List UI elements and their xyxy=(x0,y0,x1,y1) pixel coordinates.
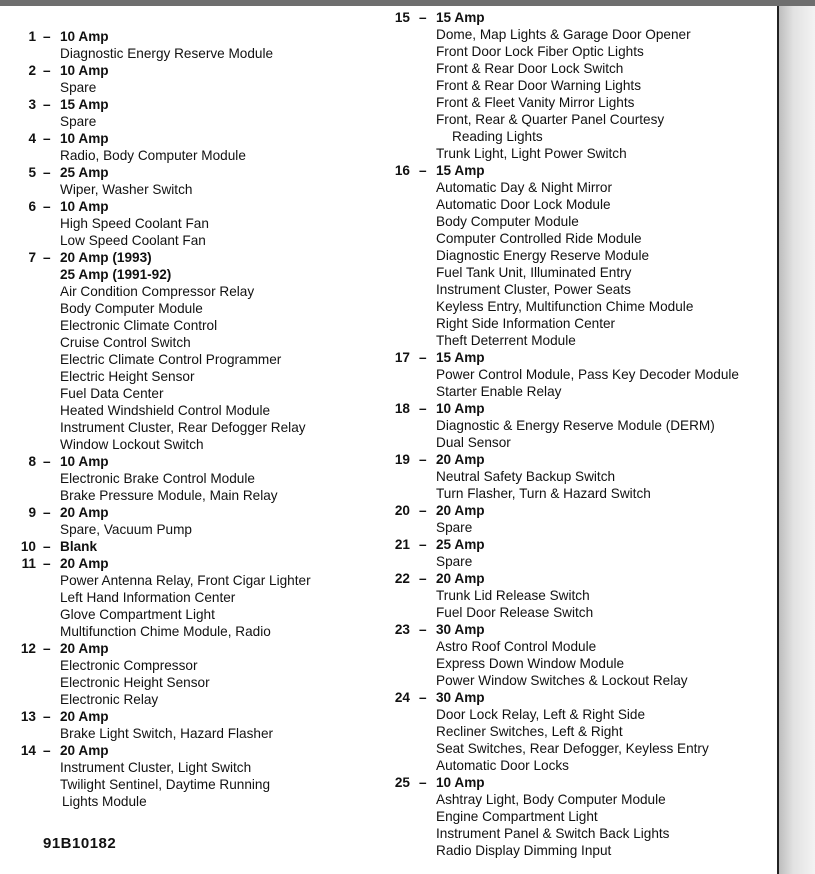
circuit-name: High Speed Coolant Fan xyxy=(60,216,209,231)
circuit-name: Fuel Door Release Switch xyxy=(436,605,594,620)
fuse-circuit-line xyxy=(368,791,773,808)
fuse-entry xyxy=(0,62,380,96)
dash: – xyxy=(419,10,427,25)
fuse-circuit-line xyxy=(0,283,380,300)
fuse-circuit-line xyxy=(0,725,380,742)
fuse-header xyxy=(0,640,380,657)
dash: – xyxy=(419,401,427,416)
fuse-amperage: 10 Amp xyxy=(60,29,109,44)
fuse-header xyxy=(0,742,380,759)
circuit-name: Dome, Map Lights & Garage Door Opener xyxy=(436,27,691,42)
fuse-circuit-line xyxy=(0,113,380,130)
fuse-amperage: 30 Amp xyxy=(436,690,485,705)
fuse-header xyxy=(0,453,380,470)
circuit-name: Spare, Vacuum Pump xyxy=(60,522,192,537)
fuse-circuit-line xyxy=(0,334,380,351)
circuit-name: Engine Compartment Light xyxy=(436,809,598,824)
fuse-header xyxy=(0,555,380,572)
circuit-name: Air Condition Compressor Relay xyxy=(60,284,255,299)
fuse-number: 22 xyxy=(394,571,410,586)
circuit-name: Electric Climate Control Programmer xyxy=(60,352,282,367)
circuit-name: Multifunction Chime Module, Radio xyxy=(60,624,271,639)
fuse-header xyxy=(368,774,773,791)
circuit-name: Automatic Door Locks xyxy=(436,758,569,773)
fuse-header xyxy=(368,9,773,26)
circuit-name: Radio Display Dimming Input xyxy=(436,843,612,858)
fuse-circuit-line xyxy=(0,470,380,487)
dash: – xyxy=(43,165,51,180)
fuse-circuit-line xyxy=(368,298,773,315)
fuse-circuit-line xyxy=(0,793,380,810)
fuse-number: 17 xyxy=(394,350,410,365)
circuit-name: Right Side Information Center xyxy=(436,316,616,331)
circuit-name: Spare xyxy=(436,520,473,535)
fuse-circuit-line xyxy=(0,317,380,334)
circuit-name: Electronic Compressor xyxy=(60,658,198,673)
fuse-header xyxy=(368,502,773,519)
fuse-entry xyxy=(0,28,380,62)
fuse-header xyxy=(0,504,380,521)
dash: – xyxy=(43,641,51,656)
fuse-circuit-line xyxy=(368,672,773,689)
fuse-column-left xyxy=(0,28,380,810)
circuit-name: Power Antenna Relay, Front Cigar Lighter xyxy=(60,573,311,588)
fuse-entry xyxy=(0,130,380,164)
circuit-name: Turn Flasher, Turn & Hazard Switch xyxy=(436,486,651,501)
dash: – xyxy=(43,709,51,724)
fuse-header xyxy=(0,266,380,283)
fuse-circuit-line xyxy=(0,436,380,453)
fuse-amperage: 10 Amp xyxy=(60,131,109,146)
fuse-circuit-line xyxy=(368,587,773,604)
fuse-circuit-line xyxy=(368,145,773,162)
fuse-circuit-line xyxy=(368,247,773,264)
circuit-name: Radio, Body Computer Module xyxy=(60,148,246,163)
fuse-circuit-line xyxy=(0,215,380,232)
circuit-name: Trunk Light, Light Power Switch xyxy=(436,146,627,161)
circuit-name: Starter Enable Relay xyxy=(436,384,562,399)
fuse-number: 18 xyxy=(394,401,410,416)
fuse-entry xyxy=(0,198,380,249)
fuse-circuit-line xyxy=(0,521,380,538)
fuse-entry xyxy=(0,164,380,198)
fuse-circuit-line xyxy=(368,332,773,349)
circuit-name: Keyless Entry, Multifunction Chime Module xyxy=(436,299,694,314)
fuse-circuit-line xyxy=(368,77,773,94)
fuse-circuit-line xyxy=(368,604,773,621)
dash: – xyxy=(419,690,427,705)
figure-code: 91B10182 xyxy=(43,835,117,852)
fuse-entry xyxy=(0,708,380,742)
circuit-name: Theft Deterrent Module xyxy=(436,333,576,348)
fuse-entry xyxy=(368,774,773,859)
circuit-name: Front & Fleet Vanity Mirror Lights xyxy=(436,95,635,110)
fuse-amperage: 25 Amp (1991-92) xyxy=(60,267,172,282)
fuse-number: 13 xyxy=(20,709,36,724)
fuse-number: 7 xyxy=(28,250,36,265)
fuse-amperage: 20 Amp xyxy=(60,709,109,724)
circuit-name: Fuel Tank Unit, Illuminated Entry xyxy=(436,265,632,280)
circuit-name: Body Computer Module xyxy=(436,214,579,229)
fuse-circuit-line xyxy=(368,706,773,723)
dash: – xyxy=(419,571,427,586)
circuit-name: Electronic Climate Control xyxy=(60,318,218,333)
fuse-circuit-line xyxy=(368,26,773,43)
circuit-name: Computer Controlled Ride Module xyxy=(436,231,642,246)
circuit-name: Instrument Panel & Switch Back Lights xyxy=(436,826,670,841)
fuse-number: 15 xyxy=(394,10,410,25)
circuit-name: Seat Switches, Rear Defogger, Keyless Entry xyxy=(436,741,709,756)
fuse-entry xyxy=(0,538,380,555)
fuse-number: 4 xyxy=(28,131,36,146)
fuse-entry xyxy=(368,689,773,774)
fuse-circuit-line xyxy=(368,366,773,383)
fuse-amperage: 10 Amp xyxy=(60,199,109,214)
fuse-amperage: 20 Amp (1993) xyxy=(60,250,152,265)
fuse-entry xyxy=(368,400,773,451)
fuse-circuit-line xyxy=(368,213,773,230)
fuse-circuit-line xyxy=(0,589,380,606)
dash: – xyxy=(419,350,427,365)
fuse-amperage: 15 Amp xyxy=(60,97,109,112)
fuse-circuit-line xyxy=(368,60,773,77)
fuse-number: 3 xyxy=(28,97,36,112)
circuit-name: Express Down Window Module xyxy=(436,656,625,671)
fuse-circuit-line xyxy=(368,111,773,128)
fuse-entry xyxy=(368,570,773,621)
circuit-name: Brake Light Switch, Hazard Flasher xyxy=(60,726,274,741)
fuse-number: 14 xyxy=(20,743,36,758)
fuse-number: 21 xyxy=(394,537,410,552)
dash: – xyxy=(43,131,51,146)
fuse-circuit-line xyxy=(368,808,773,825)
circuit-name: Cruise Control Switch xyxy=(60,335,191,350)
fuse-circuit-line xyxy=(0,351,380,368)
fuse-amperage: 10 Amp xyxy=(436,775,485,790)
fuse-header xyxy=(368,536,773,553)
circuit-name: Instrument Cluster, Rear Defogger Relay xyxy=(60,420,306,435)
fuse-circuit-line xyxy=(0,572,380,589)
fuse-amperage: 20 Amp xyxy=(60,556,109,571)
fuse-entry xyxy=(368,162,773,349)
fuse-circuit-line xyxy=(0,419,380,436)
circuit-name: Fuel Data Center xyxy=(60,386,164,401)
fuse-number: 2 xyxy=(28,63,36,78)
fuse-circuit-line xyxy=(368,638,773,655)
fuse-circuit-line xyxy=(368,417,773,434)
dash: – xyxy=(43,250,51,265)
fuse-amperage: 15 Amp xyxy=(436,163,485,178)
circuit-name: Reading Lights xyxy=(452,129,543,144)
fuse-header xyxy=(0,130,380,147)
fuse-circuit-line xyxy=(368,230,773,247)
fuse-header xyxy=(0,538,380,555)
circuit-name: Diagnostic Energy Reserve Module xyxy=(60,46,274,61)
circuit-name: Body Computer Module xyxy=(60,301,203,316)
fuse-header xyxy=(368,451,773,468)
fuse-entry xyxy=(0,96,380,130)
fuse-circuit-line xyxy=(0,300,380,317)
circuit-name: Trunk Lid Release Switch xyxy=(436,588,590,603)
fuse-circuit-line xyxy=(0,759,380,776)
fuse-circuit-line xyxy=(368,757,773,774)
fuse-amperage: 20 Amp xyxy=(436,571,485,586)
circuit-name: Power Window Switches & Lockout Relay xyxy=(436,673,688,688)
fuse-number: 12 xyxy=(20,641,36,656)
fuse-header xyxy=(0,96,380,113)
dash: – xyxy=(419,622,427,637)
fuse-entry xyxy=(0,742,380,810)
circuit-name: Diagnostic & Energy Reserve Module (DERM) xyxy=(436,418,715,433)
circuit-name: Brake Pressure Module, Main Relay xyxy=(60,488,278,503)
fuse-entry xyxy=(368,536,773,570)
dash: – xyxy=(419,775,427,790)
fuse-number: 20 xyxy=(394,503,410,518)
circuit-name: Front & Rear Door Lock Switch xyxy=(436,61,624,76)
fuse-circuit-line xyxy=(368,128,773,145)
circuit-name: Front, Rear & Quarter Panel Courtesy xyxy=(436,112,665,127)
fuse-circuit-line xyxy=(368,468,773,485)
fuse-amperage: 10 Amp xyxy=(60,63,109,78)
fuse-number: 8 xyxy=(28,454,36,469)
fuse-number: 16 xyxy=(394,163,410,178)
dash: – xyxy=(43,63,51,78)
fuse-number: 23 xyxy=(394,622,410,637)
fuse-circuit-line xyxy=(0,487,380,504)
circuit-name: Astro Roof Control Module xyxy=(436,639,597,654)
fuse-circuit-line xyxy=(368,842,773,859)
dash: – xyxy=(43,199,51,214)
fuse-header xyxy=(0,62,380,79)
fuse-number: 5 xyxy=(28,165,36,180)
circuit-name: Instrument Cluster, Light Switch xyxy=(60,760,252,775)
circuit-name: Instrument Cluster, Power Seats xyxy=(436,282,631,297)
fuse-amperage: 20 Amp xyxy=(436,503,485,518)
circuit-name: Door Lock Relay, Left & Right Side xyxy=(436,707,646,722)
fuse-circuit-line xyxy=(0,181,380,198)
fuse-circuit-line xyxy=(368,315,773,332)
circuit-name: Twilight Sentinel, Daytime Running xyxy=(60,777,271,792)
circuit-name: Power Control Module, Pass Key Decoder Module xyxy=(436,367,739,382)
fuse-amperage: 20 Amp xyxy=(436,452,485,467)
dash: – xyxy=(419,503,427,518)
circuit-name: Low Speed Coolant Fan xyxy=(60,233,206,248)
fuse-header xyxy=(368,349,773,366)
fuse-entry xyxy=(368,451,773,502)
circuit-name: Electronic Height Sensor xyxy=(60,675,210,690)
fuse-circuit-line xyxy=(0,776,380,793)
dash: – xyxy=(419,537,427,552)
fuse-header xyxy=(368,400,773,417)
fuse-entry xyxy=(0,504,380,538)
fuse-circuit-line xyxy=(368,740,773,757)
fuse-amperage: 20 Amp xyxy=(60,641,109,656)
fuse-circuit-line xyxy=(368,519,773,536)
fuse-circuit-line xyxy=(0,368,380,385)
fuse-number: 11 xyxy=(21,556,36,571)
fuse-header xyxy=(368,689,773,706)
dash: – xyxy=(419,163,427,178)
circuit-name: Front & Rear Door Warning Lights xyxy=(436,78,641,93)
page-shadow xyxy=(779,6,815,874)
fuse-entry xyxy=(368,502,773,536)
fuse-header xyxy=(368,162,773,179)
fuse-circuit-line xyxy=(368,434,773,451)
fuse-entry xyxy=(368,621,773,689)
fuse-circuit-line xyxy=(368,94,773,111)
fuse-header xyxy=(368,621,773,638)
circuit-name: Electronic Brake Control Module xyxy=(60,471,255,486)
fuse-header xyxy=(0,28,380,45)
fuse-circuit-line xyxy=(368,383,773,400)
fuse-circuit-line xyxy=(0,79,380,96)
circuit-name: Wiper, Washer Switch xyxy=(60,182,193,197)
fuse-amperage: 10 Amp xyxy=(60,454,109,469)
circuit-name: Heated Windshield Control Module xyxy=(60,403,271,418)
fuse-circuit-line xyxy=(0,657,380,674)
fuse-column-right xyxy=(368,9,773,859)
circuit-name: Lights Module xyxy=(62,794,147,809)
fuse-header xyxy=(0,249,380,266)
fuse-header xyxy=(0,198,380,215)
fuse-amperage: 15 Amp xyxy=(436,350,485,365)
fuse-amperage: 20 Amp xyxy=(60,505,109,520)
dash: – xyxy=(43,29,51,44)
fuse-circuit-line xyxy=(0,623,380,640)
fuse-entry xyxy=(0,555,380,640)
fuse-circuit-line xyxy=(368,723,773,740)
dash: – xyxy=(419,452,427,467)
fuse-circuit-line xyxy=(368,179,773,196)
circuit-name: Dual Sensor xyxy=(436,435,511,450)
fuse-entry xyxy=(0,640,380,708)
dash: – xyxy=(43,454,51,469)
circuit-name: Ashtray Light, Body Computer Module xyxy=(436,792,666,807)
circuit-name: Electronic Relay xyxy=(60,692,159,707)
fuse-circuit-line xyxy=(368,43,773,60)
fuse-entry xyxy=(0,249,380,453)
circuit-name: Glove Compartment Light xyxy=(60,607,215,622)
circuit-name: Spare xyxy=(436,554,473,569)
circuit-name: Spare xyxy=(60,80,97,95)
fuse-amperage: 30 Amp xyxy=(436,622,485,637)
fuse-circuit-line xyxy=(0,674,380,691)
fuse-circuit-line xyxy=(0,45,380,62)
fuse-circuit-line xyxy=(368,281,773,298)
fuse-circuit-line xyxy=(368,196,773,213)
fuse-entry xyxy=(368,9,773,162)
fuse-circuit-line xyxy=(0,606,380,623)
fuse-number: 6 xyxy=(28,199,36,214)
circuit-name: Spare xyxy=(60,114,97,129)
circuit-name: Neutral Safety Backup Switch xyxy=(436,469,616,484)
fuse-circuit-line xyxy=(368,655,773,672)
fuse-circuit-line xyxy=(0,691,380,708)
fuse-number: 24 xyxy=(394,690,410,705)
fuse-number: 9 xyxy=(28,505,36,520)
circuit-name: Electric Height Sensor xyxy=(60,369,195,384)
circuit-name: Automatic Door Lock Module xyxy=(436,197,611,212)
dash: – xyxy=(43,97,51,112)
scan-top-edge xyxy=(0,0,815,6)
dash: – xyxy=(43,556,51,571)
fuse-amperage: Blank xyxy=(60,539,98,554)
fuse-amperage: 25 Amp xyxy=(60,165,109,180)
fuse-circuit-line xyxy=(0,402,380,419)
fuse-circuit-line xyxy=(0,385,380,402)
fuse-number: 10 xyxy=(20,539,36,554)
dash: – xyxy=(43,539,51,554)
fuse-circuit-line xyxy=(368,485,773,502)
fuse-amperage: 25 Amp xyxy=(436,537,485,552)
fuse-header xyxy=(0,708,380,725)
fuse-header xyxy=(0,164,380,181)
circuit-name: Recliner Switches, Left & Right xyxy=(436,724,623,739)
fuse-circuit-line xyxy=(0,147,380,164)
circuit-name: Automatic Day & Night Mirror xyxy=(436,180,613,195)
fuse-header xyxy=(368,570,773,587)
fuse-number: 19 xyxy=(394,452,410,467)
fuse-circuit-line xyxy=(368,825,773,842)
fuse-circuit-line xyxy=(368,553,773,570)
circuit-name: Window Lockout Switch xyxy=(60,437,204,452)
circuit-name: Front Door Lock Fiber Optic Lights xyxy=(436,44,644,59)
fuse-entry xyxy=(0,453,380,504)
fuse-amperage: 15 Amp xyxy=(436,10,485,25)
fuse-entry xyxy=(368,349,773,400)
fuse-amperage: 10 Amp xyxy=(436,401,485,416)
dash: – xyxy=(43,743,51,758)
fuse-circuit-line xyxy=(0,232,380,249)
fuse-amperage: 20 Amp xyxy=(60,743,109,758)
fuse-circuit-line xyxy=(368,264,773,281)
fuse-number: 1 xyxy=(28,29,36,44)
dash: – xyxy=(43,505,51,520)
circuit-name: Left Hand Information Center xyxy=(60,590,236,605)
fuse-number: 25 xyxy=(394,775,410,790)
circuit-name: Diagnostic Energy Reserve Module xyxy=(436,248,650,263)
